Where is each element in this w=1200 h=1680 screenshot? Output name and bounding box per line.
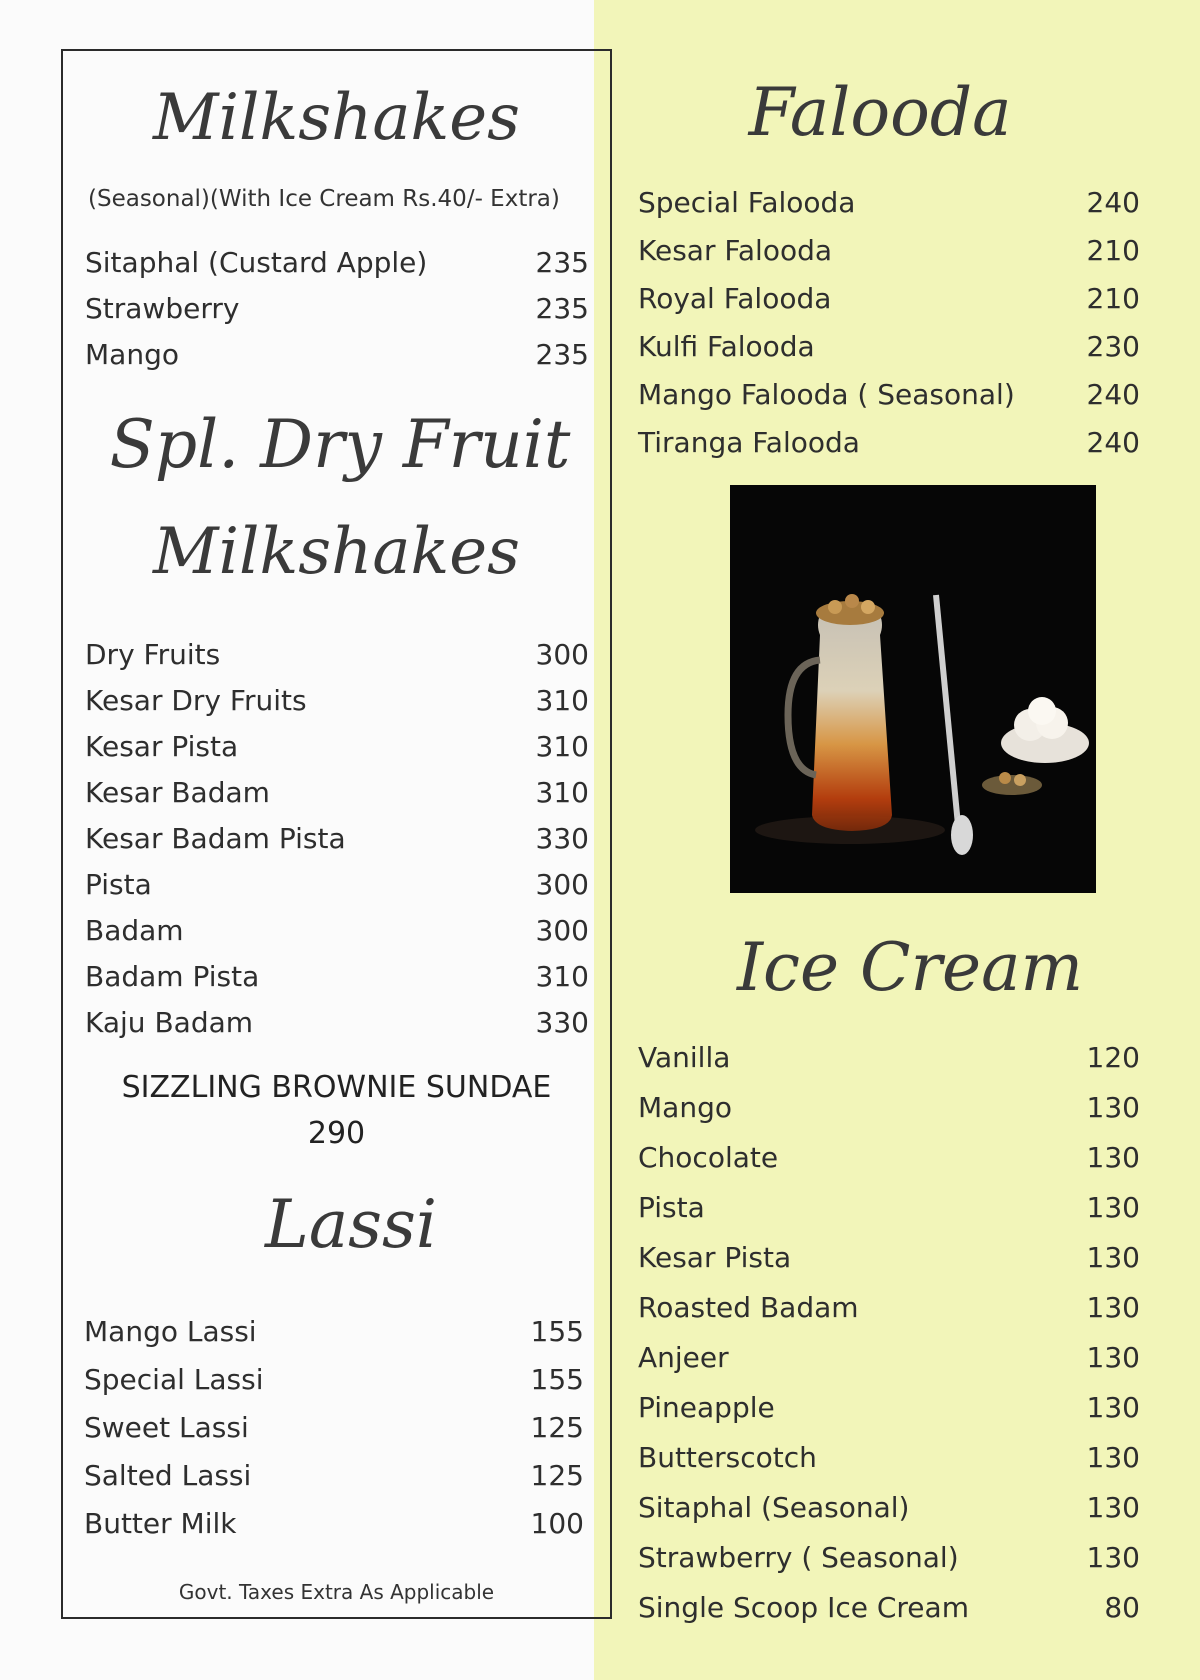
menu-item-row [638,1141,1140,1175]
menu-item-row [84,1315,584,1349]
item-name: Special Lassi [84,1363,264,1396]
item-name: Badam [85,914,184,947]
item-price: 240 [1086,426,1140,459]
menu-item-row [638,1091,1140,1125]
menu-item-row [638,330,1140,364]
item-name: Strawberry ( Seasonal) [638,1541,959,1574]
item-name: Kesar Dry Fruits [85,684,307,717]
menu-item-row [85,246,589,280]
item-price: 130 [1086,1391,1140,1424]
menu-item-row [638,1291,1140,1325]
item-price: 130 [1086,1541,1140,1574]
item-name: Butter Milk [84,1507,237,1540]
item-price: 300 [535,638,589,671]
item-price: 80 [1104,1591,1140,1624]
item-name: Special Falooda [638,186,856,219]
item-name: Mango Falooda ( Seasonal) [638,378,1015,411]
milkshakes-heading: Milkshakes [153,81,520,155]
item-price: 230 [1086,330,1140,363]
menu-item-row [638,426,1140,460]
menu-item-row [85,822,589,856]
item-name: Chocolate [638,1141,779,1174]
item-name: Dry Fruits [85,638,221,671]
item-name: Sitaphal (Custard Apple) [85,246,428,279]
item-name: Badam Pista [85,960,260,993]
item-price: 235 [535,246,589,279]
menu-item-row [638,1491,1140,1525]
item-name: Sitaphal (Seasonal) [638,1491,910,1524]
item-price: 310 [535,684,589,717]
menu-item-row [84,1363,584,1397]
item-price: 235 [535,338,589,371]
item-name: Mango [638,1091,732,1124]
item-name: Kesar Pista [85,730,239,763]
menu-item-row [84,1411,584,1445]
menu-item-row [638,378,1140,412]
menu-item-row [84,1507,584,1541]
item-name: Kesar Pista [638,1241,792,1274]
milkshakes-note: (Seasonal)(With Ice Cream Rs.40/- Extra) [88,186,560,212]
item-price: 130 [1086,1491,1140,1524]
item-price: 155 [530,1315,584,1348]
falooda-heading: Falooda [748,74,1012,151]
tax-footnote: Govt. Taxes Extra As Applicable [178,1580,495,1604]
item-price: 130 [1086,1341,1140,1374]
item-name: Sweet Lassi [84,1411,249,1444]
item-name: Kesar Badam [85,776,270,809]
item-name: Kaju Badam [85,1006,254,1039]
item-name: Tiranga Falooda [638,426,860,459]
item-name: Anjeer [638,1341,729,1374]
item-name: Strawberry [85,292,240,325]
menu-item-row [638,1041,1140,1075]
item-price: 100 [530,1507,584,1540]
item-price: 235 [535,292,589,325]
item-price: 130 [1086,1291,1140,1324]
menu-item-row [85,684,589,718]
item-name: Kulfi Falooda [638,330,815,363]
item-price: 310 [535,730,589,763]
icecream-heading: Ice Cream [736,929,1084,1006]
menu-item-row [638,1341,1140,1375]
item-price: 130 [1086,1441,1140,1474]
item-name: Roasted Badam [638,1291,859,1324]
item-name: Salted Lassi [84,1459,252,1492]
item-price: 125 [530,1459,584,1492]
item-price: 240 [1086,378,1140,411]
item-price: 130 [1086,1141,1140,1174]
item-price: 130 [1086,1241,1140,1274]
item-name: Pista [85,868,152,901]
sundae-price: 290 [307,1116,366,1151]
item-price: 120 [1086,1041,1140,1074]
item-price: 300 [535,868,589,901]
item-price: 310 [535,776,589,809]
falooda-glass-photo [730,485,1096,893]
menu-item-row [85,776,589,810]
item-name: Butterscotch [638,1441,817,1474]
item-price: 330 [535,1006,589,1039]
menu-item-row [638,1591,1140,1625]
item-name: Kesar Falooda [638,234,833,267]
menu-item-row [638,1391,1140,1425]
menu-item-row [638,282,1140,316]
item-name: Mango [85,338,179,371]
item-price: 240 [1086,186,1140,219]
lassi-heading: Lassi [264,1186,438,1263]
menu-item-row [85,868,589,902]
menu-item-row [84,1459,584,1493]
menu-item-row [638,1191,1140,1225]
item-price: 330 [535,822,589,855]
item-price: 210 [1086,234,1140,267]
item-name: Pineapple [638,1391,775,1424]
dryfruit-heading-line1: Spl. Dry Fruit [109,406,571,483]
menu-item-row [85,730,589,764]
item-name: Mango Lassi [84,1315,257,1348]
menu-item-row [85,1006,589,1040]
menu-item-row [638,234,1140,268]
item-price: 155 [530,1363,584,1396]
item-name: Royal Falooda [638,282,832,315]
item-name: Kesar Badam Pista [85,822,346,855]
menu-item-row [85,914,589,948]
menu-item-row [85,292,589,326]
item-price: 125 [530,1411,584,1444]
item-name: Vanilla [638,1041,731,1074]
item-price: 130 [1086,1091,1140,1124]
menu-item-row [638,1441,1140,1475]
item-price: 130 [1086,1191,1140,1224]
item-name: Pista [638,1191,705,1224]
menu-item-row [85,638,589,672]
dryfruit-heading-line2: Milkshakes [153,515,520,589]
menu-item-row [638,1541,1140,1575]
menu-item-row [85,960,589,994]
item-price: 210 [1086,282,1140,315]
item-name: Single Scoop Ice Cream [638,1591,969,1624]
menu-item-row [638,186,1140,220]
item-price: 300 [535,914,589,947]
sundae-label: SIZZLING BROWNIE SUNDAE [121,1070,552,1105]
item-price: 310 [535,960,589,993]
falooda-glass-photo-illustration [730,485,1096,893]
menu-item-row [85,338,589,372]
menu-item-row [638,1241,1140,1275]
